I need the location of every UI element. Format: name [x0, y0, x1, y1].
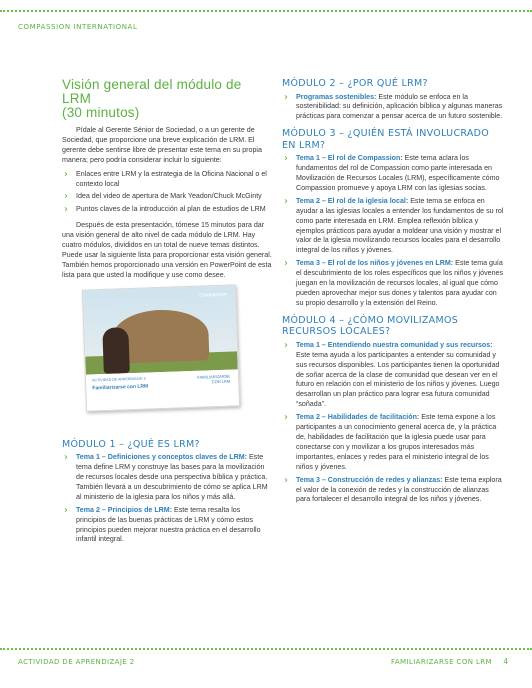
list-item [62, 192, 272, 202]
list-item [282, 259, 504, 309]
module-3-topics [282, 154, 504, 309]
topic-label: Tema 1 – El rol de Compassion: [296, 154, 403, 163]
topic-text: Este tema expone a los participantes a un conocimiento general acerca de, y la práctica de, habilidades de facilitación que la iglesia puede usar para conectarse con y movilizar a los grupos interesados más importantes, enlaces y redes para el ministerio integral de los niños y jóvenes. [296, 413, 497, 471]
chevron-right-icon: › [284, 153, 288, 165]
list-item [282, 476, 504, 506]
page-number: 4 [503, 657, 508, 666]
topic-text: Este tema explora el valor de la conexión de redes y la construcción de alianzas para fortalecer el desarrollo integral de los niños y jóvenes. [296, 475, 502, 504]
bottom-dotted-divider [0, 648, 532, 650]
cover-subtitle: ACTIVIDAD DE APRENDIZAJE 2 [92, 376, 146, 383]
presentation-cover-image [82, 284, 240, 411]
chevron-right-icon: › [64, 452, 68, 464]
header-brand: COMPASSION INTERNATIONAL [18, 23, 138, 31]
chevron-right-icon: › [284, 412, 288, 424]
topic-text: Este tema aclara los fundamentos del rol de Compassion como parte interesada en Movilización de Recursos Locales (LRM), específicamente cómo Compassion promueve y apoya LRM con las iglesias socias. [296, 154, 500, 192]
chevron-right-icon: › [64, 191, 68, 203]
module-2-topics [282, 93, 504, 123]
page-title [62, 78, 272, 120]
footer-section-label: FAMILIARIZARSE CON LRM [391, 658, 492, 666]
list-item [62, 170, 272, 190]
title-line-2: (30 minutos) [62, 105, 140, 120]
chevron-right-icon: › [64, 204, 68, 216]
topic-label: Tema 3 – El rol de los niños y jóvenes en LRM: [296, 259, 454, 268]
cover-title: Familiarizarse con LRM [92, 383, 149, 392]
topic-label: Tema 1 – Definiciones y conceptos claves de LRM: [76, 453, 247, 462]
chevron-right-icon: › [64, 168, 68, 180]
list-item [62, 453, 272, 503]
top-dotted-divider [0, 10, 532, 12]
title-line-1: Visión general del módulo de LRM [62, 77, 242, 106]
intro-bullets [62, 170, 272, 216]
topic-label: Tema 2 – Principios de LRM: [76, 505, 173, 514]
overview-paragraph: Después de esta presentación, tómese 15 minutos para dar una visión general de alto nivel de cada módulo de LRM. Hay cuatro módulos, divididos en un total de nueve temas distintos. Puede usar la siguiente lista para proporcionar esta visión general. También hemos proporcionado una versión en PowerPoint de esta lista para que usted la modifique y use como desee. [62, 221, 272, 279]
topic-label: Tema 2 – Habilidades de facilitación: [296, 413, 420, 422]
topic-label: Programas sostenibles: [296, 92, 377, 101]
list-item [282, 197, 504, 256]
chevron-right-icon: › [284, 91, 288, 103]
module-4-topics [282, 341, 504, 506]
right-column [282, 78, 504, 511]
chevron-right-icon: › [284, 339, 288, 351]
module-3-heading: MÓDULO 3 – ¿QUIÉN ESTÁ INVOLUCRADO EN LRM? [282, 128, 490, 151]
chevron-right-icon: › [284, 195, 288, 207]
module-1-topics [62, 453, 272, 545]
list-item [282, 154, 504, 194]
list-item [282, 93, 504, 123]
list-item [62, 205, 272, 215]
list-item [282, 341, 504, 410]
topic-text: Este tema resalta los principios de las buenas prácticas de LRM y cómo estos principios pueden mejorar nuestra práctica en el desarrollo infantil integral. [76, 505, 261, 544]
topic-label: Tema 3 – Construcción de redes y alianzas: [296, 475, 443, 484]
list-item [282, 413, 504, 472]
bullet-text: Puntos claves de la introducción al plan de estudios de LRM [76, 205, 266, 214]
module-2-heading: MÓDULO 2 – ¿POR QUÉ LRM? [282, 78, 428, 89]
topic-text: Este tema define LRM y construye las bases para la movilización de recursos locales desde una perspectiva bíblica y práctica. También llevará a un descubrimiento de cómo se aplica LRM al ministerio de la iglesia para los niños y más allá. [76, 453, 268, 501]
chevron-right-icon: › [284, 474, 288, 486]
topic-text: Este tema ayuda a los participantes a entender su comunidad y sus recursos disponibles. Los participantes tienen la oportunidad de soñar acerca de la clase de comunidad que desean ver en el futuro en relación con el ministerio de los niños y jóvenes. Luego desarrollan un plan práctico para lograr esa futura comunidad “soñada”. [296, 350, 500, 409]
topic-text: Este tema guía el descubrimiento de los roles específicos que los niños y jóvenes juegan en la movilización de recursos locales, al igual que cómo pueden aprovechar mejor sus dones y talentos para ayudar con su propio desarrollo y la extensión del Reino. [296, 259, 504, 307]
module-1-heading: MÓDULO 1 – ¿QUÉ ES LRM? [62, 438, 200, 450]
bullet-text: Enlaces entre LRM y la estrategia de la Oficina Nacional o el contexto local [76, 169, 267, 188]
chevron-right-icon: › [284, 258, 288, 270]
topic-text: Este módulo se enfoca en la sostenibilidad: su definición, aplicación bíblica y algunas maneras prácticas para comenzar a pensar acerca de un futuro sostenible. [296, 92, 503, 121]
cover-label: FAMILIARIZARSE CON LRM [197, 373, 231, 384]
footer-activity-label: ACTIVIDAD DE APRENDIZAJE 2 [18, 658, 135, 666]
intro-paragraph: Pídale al Gerente Sénior de Sociedad, o a un gerente de Sociedad, que proporcione una breve explicación de LRM. El gerente debe sentirse libre de presentar este tema en su propia manera; pero podría considerar incluir lo siguiente: [62, 126, 262, 164]
topic-text: Este tema se enfoca en ayudar a las iglesias locales a entender los fundamentos de su rol como parte interesada en LRM. Emplea reflexión bíblica y ejemplos prácticos para ayudar a moldear una visión y mostrar el valor de la iglesia movilizando recursos locales para el desarrollo integral de los niños y jóvenes. [296, 196, 504, 255]
list-item [62, 506, 272, 546]
topic-label: Tema 1 – Entendiendo nuestra comunidad y sus recursos: [296, 340, 493, 349]
cover-person [102, 327, 130, 374]
chevron-right-icon: › [64, 504, 68, 516]
topic-label: Tema 2 – El rol de la iglesia local: [296, 196, 409, 205]
module-4-heading: MÓDULO 4 – ¿CÓMO MOVILIZAMOS RECURSOS LOCALES? [282, 314, 459, 338]
left-column [62, 78, 272, 551]
bullet-text: Idea del video de apertura de Mark Yeadon/Chuck McGinty [76, 192, 262, 201]
cover-logo: Compassion [199, 291, 228, 299]
